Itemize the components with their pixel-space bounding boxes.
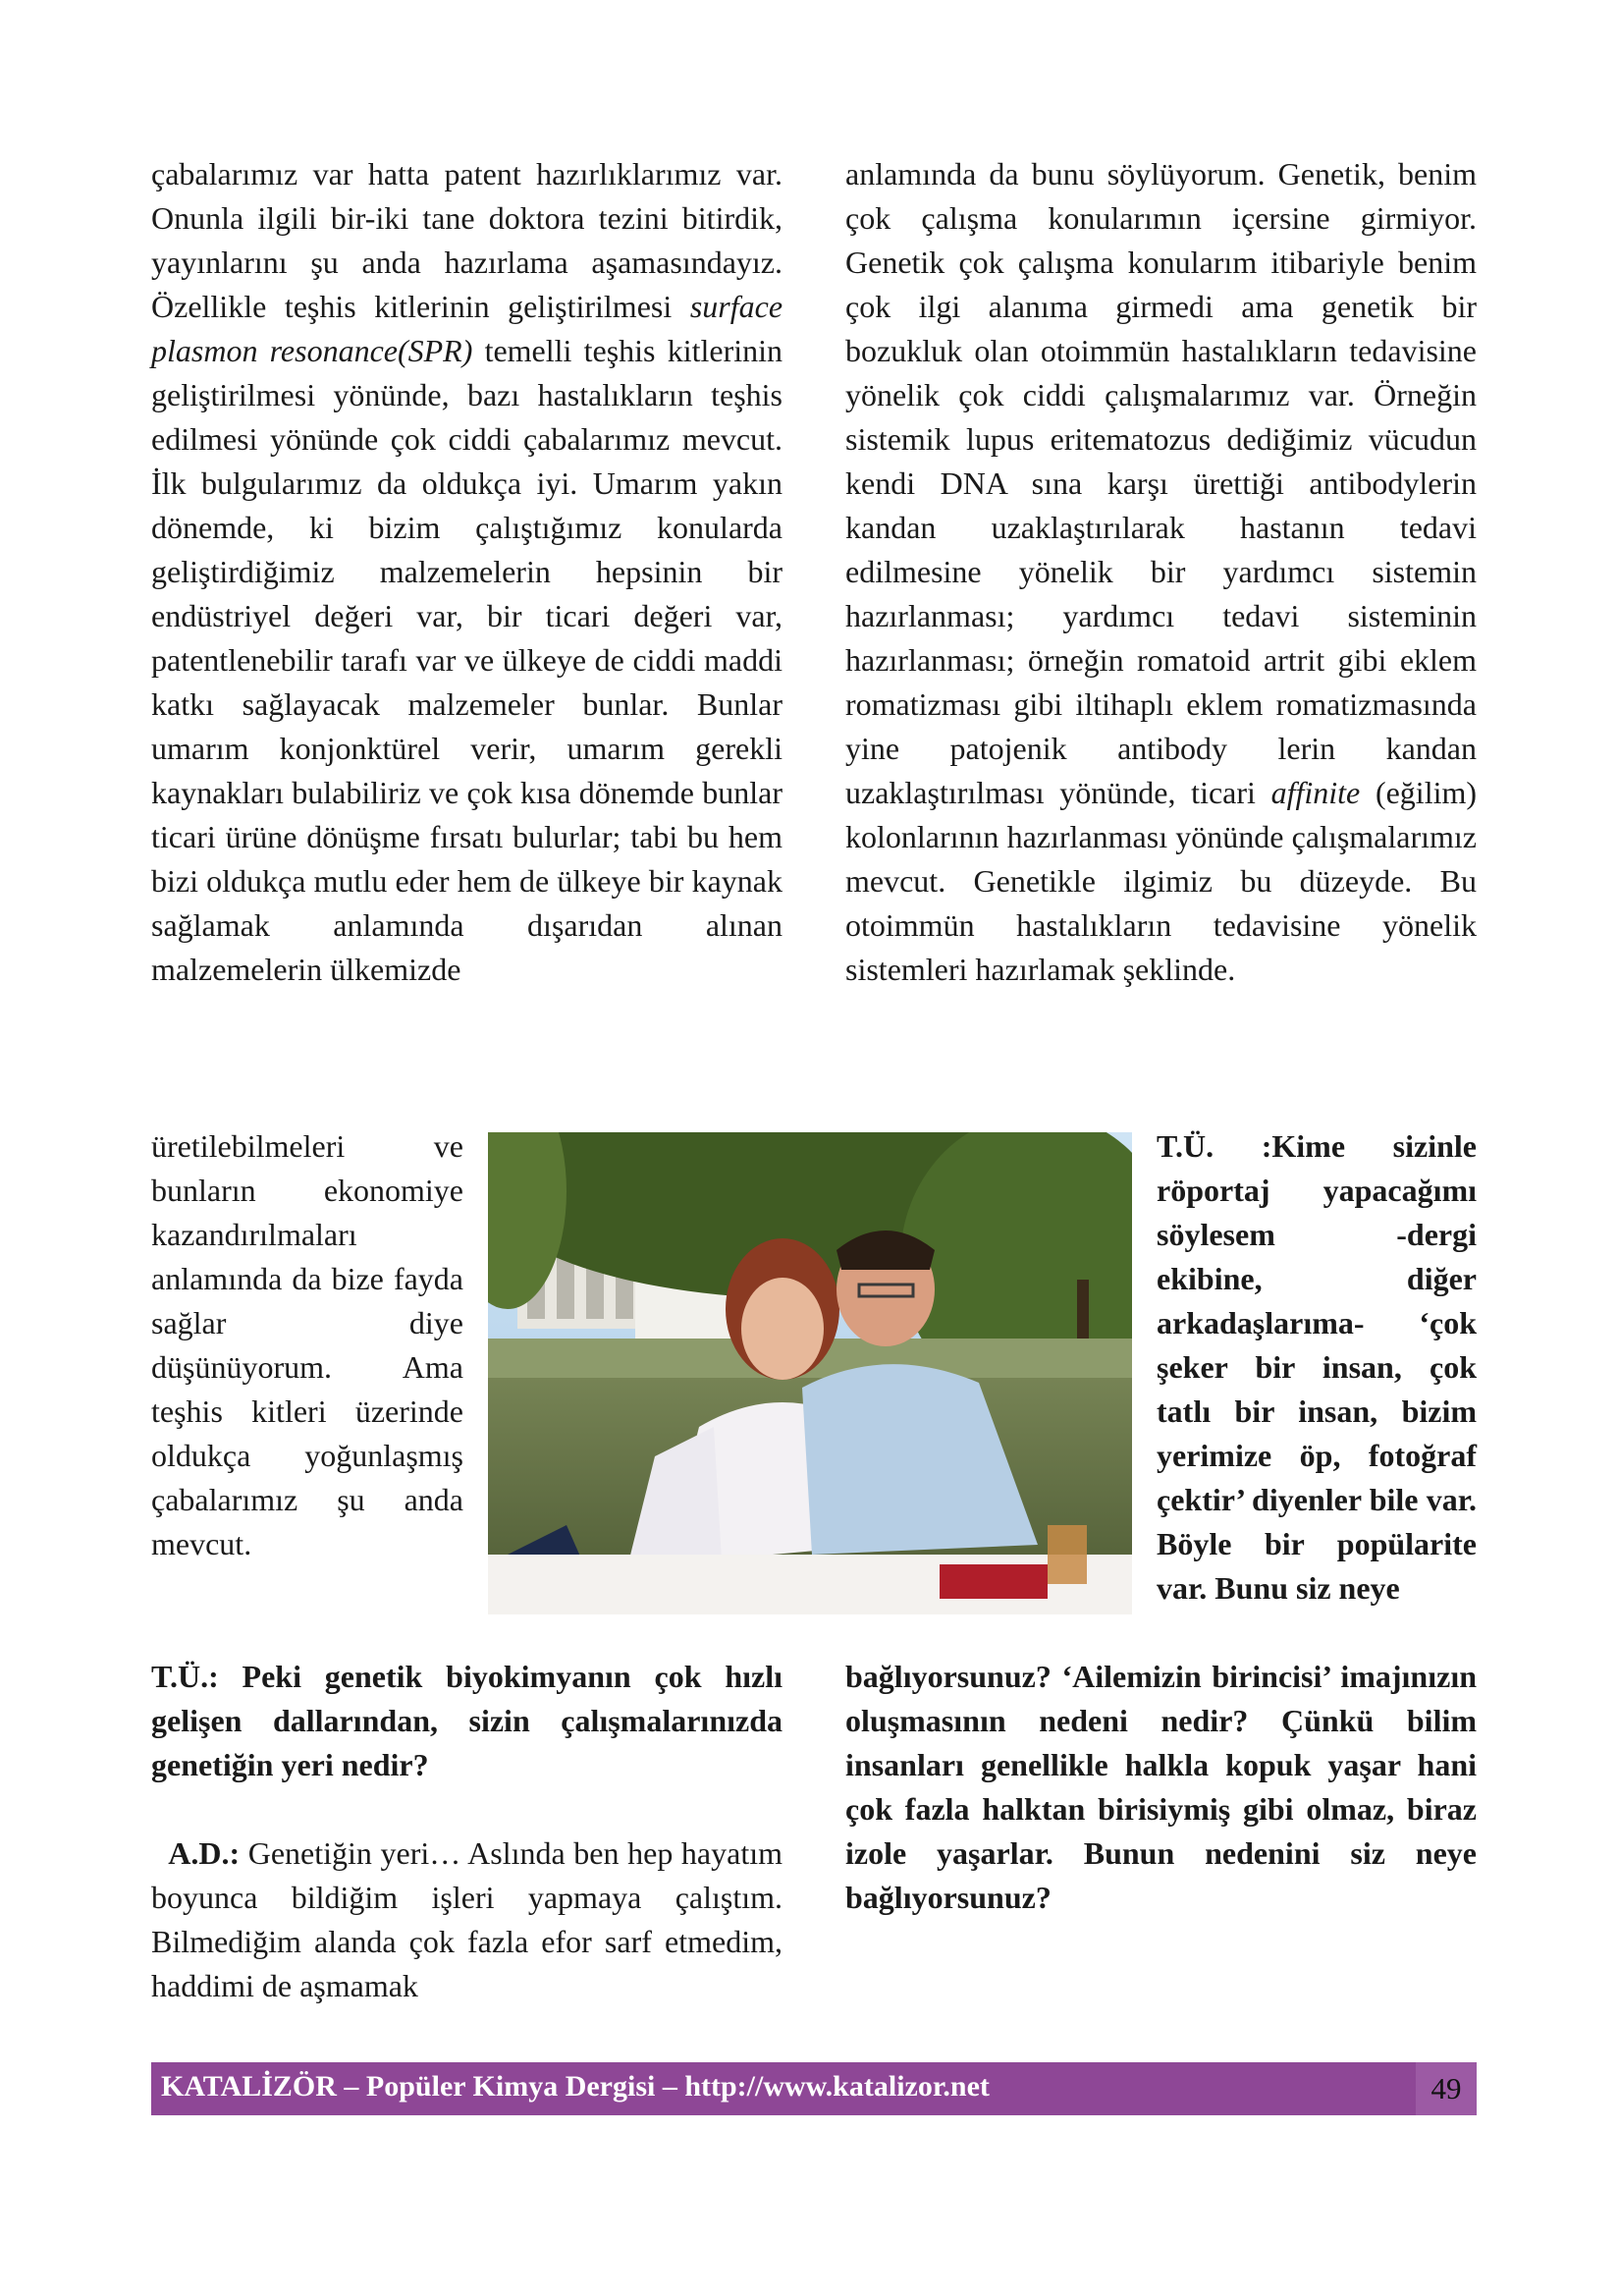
- right-wrap-question: T.Ü. :Kime sizinle röportaj yapacağımı söylesem -dergi ekibine, diğer arkadaşlarıma- ‘çok şeker bir insan, çok tatlı bir insan, bizim yerimize öp, fotoğraf çektir’ diyenler bile var. Böyle bir popülarite var. Bunu siz neye: [1157, 1128, 1477, 1606]
- answer-text: Genetiğin yeri… Aslında ben hep hayatım boyunca bildiğim işleri yapmaya çalıştım. Bilmediğim alanda çok fazla efor sarf etmedim, haddimi de aşmamak: [151, 1835, 783, 2003]
- interview-answer-genetics: [151, 1831, 783, 2008]
- italic-term-affinite: affinite: [1270, 775, 1361, 810]
- left-column: [151, 152, 783, 992]
- interview-question-popularity: bağlıyorsunuz? ‘Ailemizin birincisi’ imajınızın oluşmasının nedeni nedir? Çünkü bilim insanları genellikle halkla kopuk yaşar hani çok fazla halktan birisiymiş gibi olmaz, biraz izole yaşarlar. Bunun nedenini siz neye bağlıyorsunuz?: [845, 1659, 1477, 1915]
- italic-term-spr: surface plasmon resonance(SPR): [151, 289, 783, 368]
- right-column: [845, 152, 1477, 992]
- page-number: 49: [1416, 2062, 1477, 2115]
- footer-title[interactable]: KATALİZÖR – Popüler Kimya Dergisi – http://www.katalizor.net: [161, 2070, 990, 2103]
- interview-question-genetics: T.Ü.: Peki genetik biyokimyanın çok hızlı gelişen dallarından, sizin çalışmalarınızda genetiğin yeri nedir?: [151, 1659, 783, 1782]
- left-wrap-text: üretilebilmeleri ve bunların ekonomiye kazandırılmaları anlamında da bize fayda sağlar diye düşünüyorum. Ama teşhis kitleri üzerinde oldukça yoğunlaşmış çabalarımız şu anda mevcut.: [151, 1128, 463, 1561]
- right-paragraph: anlamında da bunu söylüyorum. Genetik, benim çok çalışma konularımın içersine girmiyor. Genetik çok çalışma konularım itibariyle benim çok ilgi alanıma girmedi ama genetik bir bozukluk olan otoimmün hastalıkların tedavisine yönelik çok ciddi çalışmalarımız var. Örneğin sistemik lupus eritematozus dediğimiz vücudun kendi DNA sına karşı ürettiği antibodylerin kandan uzaklaştırılarak hastanın tedavi edilmesine yönelik bir yardımcı sistemin hazırlanması; yardımcı tedavi sisteminin hazırlanması; örneğin romatoid artrit gibi eklem romatizması gibi iltihaplı eklem romatizmasında yine patojenik antibody lerin kandan uzaklaştırılması yönünde, ticari affinite (eğilim) kolonlarının hazırlanması yönünde çalışmalarımız mevcut. Genetikle ilgimiz bu düzeyde. Bu otoimmün hastalıkların tedavisine yönelik sistemleri hazırlamak şeklinde.: [845, 156, 1478, 987]
- answer-label: A.D.:: [168, 1835, 241, 1871]
- left-paragraph: çabalarımız var hatta patent hazırlıklarımız var. Onunla ilgili bir-iki tane doktora tezini bitirdik, yayınlarını şu anda hazırlama aşamasındayız. Özellikle teşhis kitlerinin geliştirilmesi surface plasmon resonance(SPR) temelli teşhis kitlerinin geliştirilmesi yönünde, bazı hastalıkların teşhis edilmesi yönünde çok ciddi çabalarımız mevcut. İlk bulgularımız da oldukça iyi. Umarım yakın dönemde, ki bizim çalıştığımız konularda geliştirdiğimiz malzemelerin hepsinin bir endüstriyel değeri var, bir ticari değeri var, patentlenebilir tarafı var ve ülkeye de ciddi maddi katkı sağlayacak malzemeler bunlar. Bunlar umarım konjonktürel verir, umarım gerekli kaynakları bulabiliriz ve çok kısa dönemde bunlar ticari ürüne dönüşme fırsatı bulurlar; tabi bu hem bizi oldukça mutlu eder hem de ülkeye bir kaynak sağlamak anlamında dışarıdan alınan malzemelerin ülkemizde: [151, 156, 783, 987]
- footer-bar: [151, 2062, 1477, 2115]
- interview-photo: [488, 1132, 1132, 1614]
